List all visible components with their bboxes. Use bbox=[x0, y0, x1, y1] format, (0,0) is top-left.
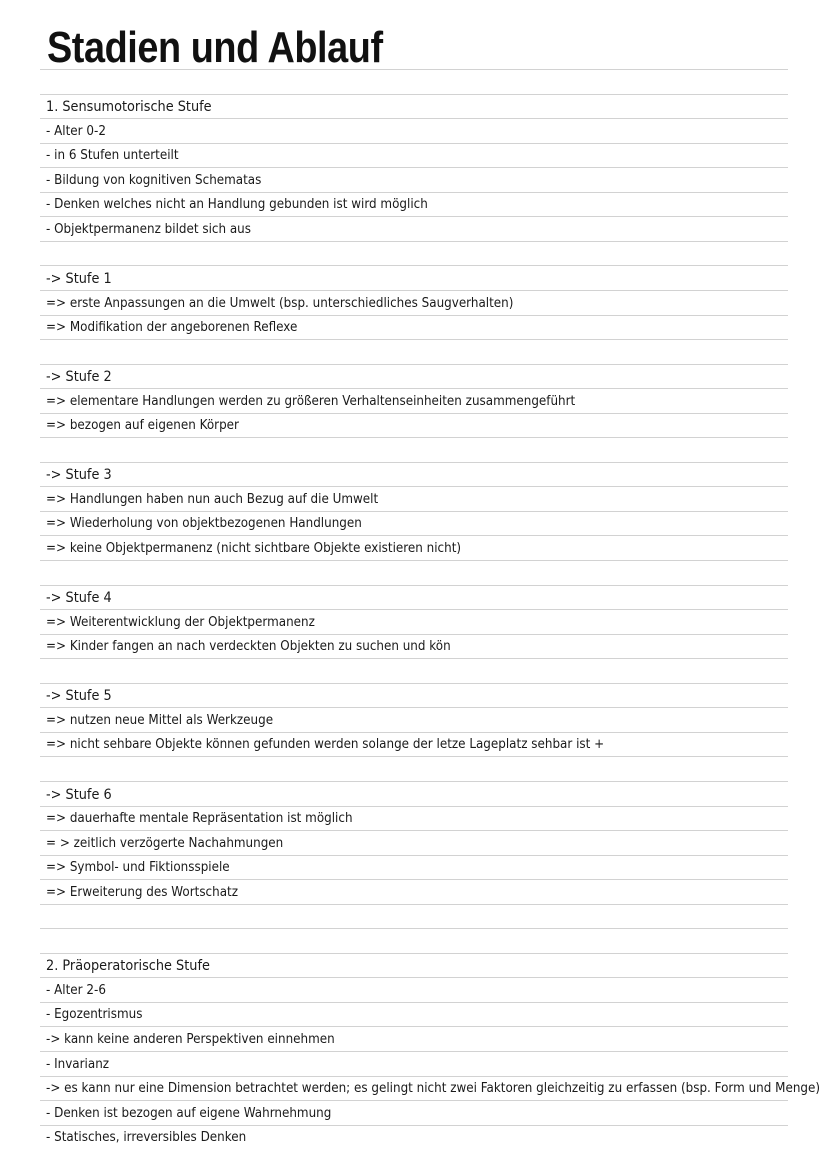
note-line: => Handlungen haben nun auch Bezug auf die Umwelt bbox=[46, 492, 379, 507]
note-line: => Weiterentwicklung der Objektpermanenz bbox=[46, 615, 315, 630]
note-line: - Objektpermanenz bildet sich aus bbox=[46, 222, 251, 237]
note-line: => Modifikation der angeborenen Reflexe bbox=[46, 320, 298, 335]
note-line: - Egozentrismus bbox=[46, 1007, 143, 1022]
note-line: - Denken ist bezogen auf eigene Wahrnehmung bbox=[46, 1106, 332, 1121]
ruled-line bbox=[40, 683, 788, 684]
note-line: - Denken welches nicht an Handlung gebunden ist wird möglich bbox=[46, 197, 428, 212]
note-line: => elementare Handlungen werden zu größeren Verhaltenseinheiten zusammengeführt bbox=[46, 394, 576, 409]
ruled-line bbox=[40, 241, 788, 242]
note-line: => erste Anpassungen an die Umwelt (bsp. unterschiedliches Saugverhalten) bbox=[46, 296, 514, 311]
note-line: => nutzen neue Mittel als Werkzeuge bbox=[46, 713, 274, 728]
ruled-line bbox=[40, 781, 788, 782]
note-line: -> Stufe 4 bbox=[46, 590, 112, 606]
note-line: => Symbol- und Fiktionsspiele bbox=[46, 860, 230, 875]
ruled-line bbox=[40, 585, 788, 586]
ruled-line bbox=[40, 953, 788, 954]
note-line: -> Stufe 3 bbox=[46, 467, 112, 483]
ruled-line bbox=[40, 879, 788, 880]
note-line: -> Stufe 1 bbox=[46, 271, 112, 287]
ruled-line bbox=[40, 486, 788, 487]
ruled-line bbox=[40, 928, 788, 929]
ruled-line bbox=[40, 658, 788, 659]
page-title: Stadien und Ablauf bbox=[47, 23, 383, 72]
ruled-line bbox=[40, 143, 788, 144]
note-line: - Invarianz bbox=[46, 1057, 110, 1072]
ruled-line bbox=[40, 388, 788, 389]
ruled-line bbox=[40, 904, 788, 905]
ruled-line bbox=[40, 462, 788, 463]
ruled-line bbox=[40, 830, 788, 831]
ruled-line bbox=[40, 1051, 788, 1052]
note-line: -> Stufe 5 bbox=[46, 688, 112, 704]
ruled-line bbox=[40, 69, 788, 70]
ruled-line bbox=[40, 806, 788, 807]
ruled-line bbox=[40, 290, 788, 291]
ruled-line bbox=[40, 511, 788, 512]
note-line: -> kann keine anderen Perspektiven einnehmen bbox=[46, 1032, 335, 1047]
ruled-line bbox=[40, 1076, 788, 1077]
note-line: => Erweiterung des Wortschatz bbox=[46, 885, 239, 900]
ruled-line bbox=[40, 364, 788, 365]
note-line: => keine Objektpermanenz (nicht sichtbare Objekte existieren nicht) bbox=[46, 541, 462, 556]
ruled-line bbox=[40, 118, 788, 119]
ruled-line bbox=[40, 413, 788, 414]
ruled-line bbox=[40, 756, 788, 757]
note-line: => Wiederholung von objektbezogenen Handlungen bbox=[46, 516, 362, 531]
ruled-line bbox=[40, 1026, 788, 1027]
ruled-line bbox=[40, 732, 788, 733]
ruled-line bbox=[40, 855, 788, 856]
ruled-line bbox=[40, 1002, 788, 1003]
note-line: => dauerhafte mentale Repräsentation ist möglich bbox=[46, 811, 353, 826]
ruled-line bbox=[40, 977, 788, 978]
note-line: - in 6 Stufen unterteilt bbox=[46, 148, 179, 163]
ruled-line bbox=[40, 437, 788, 438]
ruled-line bbox=[40, 315, 788, 316]
note-line: => bezogen auf eigenen Körper bbox=[46, 418, 239, 433]
note-line: - Statisches, irreversibles Denken bbox=[46, 1130, 247, 1145]
note-line: - Bildung von kognitiven Schematas bbox=[46, 173, 262, 188]
note-line: => Kinder fangen an nach verdeckten Objekten zu suchen und kön bbox=[46, 639, 451, 654]
ruled-line bbox=[40, 1125, 788, 1126]
note-line: 1. Sensumotorische Stufe bbox=[46, 99, 212, 115]
note-line: - Alter 2-6 bbox=[46, 983, 106, 998]
ruled-line bbox=[40, 94, 788, 95]
note-line: 2. Präoperatorische Stufe bbox=[46, 958, 210, 974]
note-line: -> es kann nur eine Dimension betrachtet werden; es gelingt nicht zwei Faktoren gleichzeitig zu erfassen (bsp. Form und Menge) bbox=[46, 1081, 821, 1096]
ruled-line bbox=[40, 192, 788, 193]
ruled-line bbox=[40, 609, 788, 610]
note-line: => nicht sehbare Objekte können gefunden werden solange der letze Lageplatz sehbar ist + bbox=[46, 737, 605, 752]
note-line: -> Stufe 2 bbox=[46, 369, 112, 385]
ruled-line bbox=[40, 339, 788, 340]
ruled-line bbox=[40, 535, 788, 536]
ruled-line bbox=[40, 265, 788, 266]
ruled-line bbox=[40, 634, 788, 635]
note-line: - Alter 0-2 bbox=[46, 124, 106, 139]
ruled-line bbox=[40, 707, 788, 708]
ruled-line bbox=[40, 560, 788, 561]
note-line: = > zeitlich verzögerte Nachahmungen bbox=[46, 836, 284, 851]
ruled-line bbox=[40, 216, 788, 217]
ruled-line bbox=[40, 167, 788, 168]
note-line: -> Stufe 6 bbox=[46, 787, 112, 803]
ruled-line bbox=[40, 1100, 788, 1101]
